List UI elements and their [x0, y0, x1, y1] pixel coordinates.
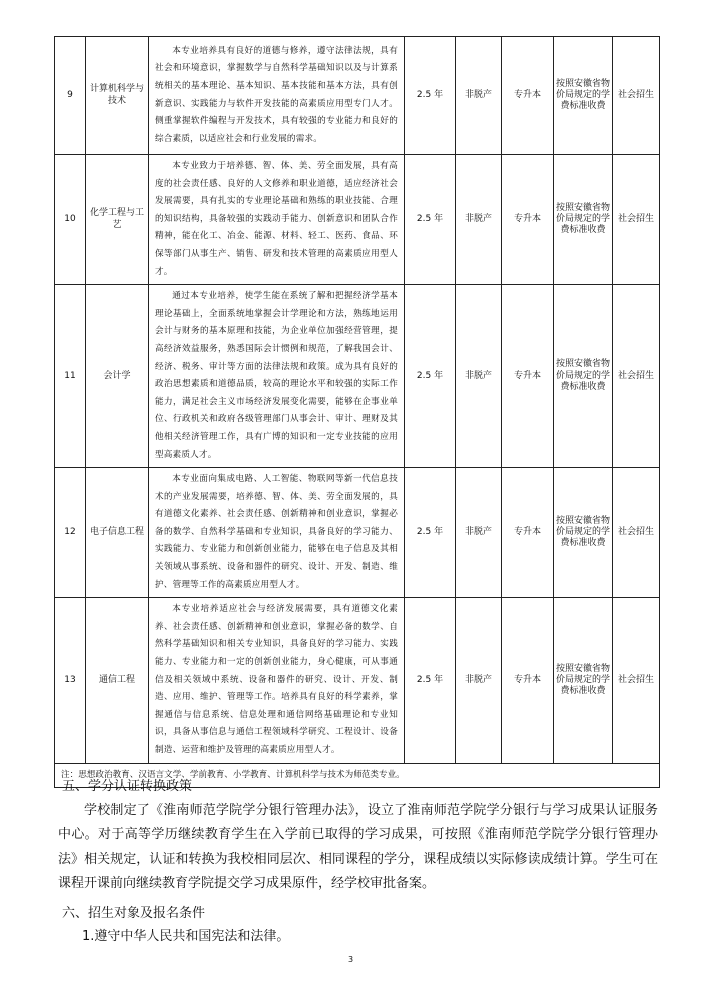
study-duration: 2.5 年	[405, 468, 456, 598]
tuition-fee: 按照安徽省物价局规定的学费标准收费	[554, 598, 613, 763]
majors-table	[54, 36, 660, 788]
major-name: 会计学	[86, 285, 149, 468]
education-level: 专升本	[502, 37, 554, 155]
enrollment-type: 社会招生	[613, 155, 660, 285]
enrollment-type: 社会招生	[613, 285, 660, 468]
study-duration: 2.5 年	[405, 285, 456, 468]
study-mode: 非脱产	[456, 598, 502, 763]
row-number: 10	[55, 155, 86, 285]
enrollment-type: 社会招生	[613, 468, 660, 598]
table-note: 注：思想政治教育、汉语言文学、学前教育、小学教育、计算机科学与技术为师范类专业。	[55, 763, 660, 787]
study-mode: 非脱产	[456, 468, 502, 598]
study-mode: 非脱产	[456, 37, 502, 155]
table-row	[55, 468, 660, 598]
major-name: 化学工程与工艺	[86, 155, 149, 285]
major-description: 本专业致力于培养德、智、体、美、劳全面发展，具有高度的社会责任感、良好的人文修养和职业道德，适应经济社会发展需要，具有扎实的专业理论基础和熟练的职业技能、合理的知识结构，具备较强的实践动手能力、创新意识和团队合作精神，能在化工、冶金、能源、材料、轻工、医药、食品、环保等部门从事生产、销售、研发和技术管理的高素质应用型人才。	[149, 155, 405, 285]
row-number: 12	[55, 468, 86, 598]
major-name: 计算机科学与技术	[86, 37, 149, 155]
tuition-fee: 按照安徽省物价局规定的学费标准收费	[554, 468, 613, 598]
study-mode: 非脱产	[456, 155, 502, 285]
admission-condition-1: 1.遵守中华人民共和国宪法和法律。	[82, 929, 290, 944]
row-number: 9	[55, 37, 86, 155]
section-heading-credit-policy: 五、学分认证转换政策	[62, 779, 193, 794]
table-row	[55, 37, 660, 155]
section-heading-admission: 六、招生对象及报名条件	[62, 906, 206, 921]
page-number: 3	[347, 955, 354, 964]
enrollment-type: 社会招生	[613, 37, 660, 155]
study-duration: 2.5 年	[405, 598, 456, 763]
education-level: 专升本	[502, 285, 554, 468]
education-level: 专升本	[502, 155, 554, 285]
row-number: 11	[55, 285, 86, 468]
major-description: 本专业面向集成电路、人工智能、物联网等新一代信息技术的产业发展需要，培养德、智、体、美、劳全面发展的，具有道德文化素养、社会责任感、创新精神和创业意识，掌握必备的数学、自然科学基础和专业知识，具备良好的学习能力、实践能力、专业能力和创新创业能力，能够在电子信息及其相关领域从事系统、设备和器件的研究、设计、开发、制造、维护、管理等工作的高素质应用型人才。	[149, 468, 405, 598]
major-name: 电子信息工程	[86, 468, 149, 598]
major-description: 通过本专业培养，使学生能在系统了解和把握经济学基本理论基础上，全面系统地掌握会计学理论和方法，熟练地运用会计与财务的基本原理和技能，为企业单位加强经营管理，提高经济效益服务，熟悉国际会计惯例和规范，了解我国会计、经济、税务、审计等方面的法律法规和政策。成为具有良好的政治思想素质和道德品质，较高的理论水平和较强的实际工作能力，满足社会主义市场经济发展变化需要，能够在企事业单位、行政机关和政府各级管理部门从事会计、审计、理财及其他相关经济管理工作，具有广博的知识和一定专业技能的应用型高素质人才。	[149, 285, 405, 468]
study-duration: 2.5 年	[405, 37, 456, 155]
table-row	[55, 285, 660, 468]
major-name: 通信工程	[86, 598, 149, 763]
tuition-fee: 按照安徽省物价局规定的学费标准收费	[554, 155, 613, 285]
enrollment-type: 社会招生	[613, 598, 660, 763]
major-description: 本专业培养具有良好的道德与修养，遵守法律法规，具有社会和环境意识，掌握数学与自然科学基础知识以及与计算系统相关的基本理论、基本知识、基本技能和基本方法，具有创新意识、实践能力与软件开发技能的高素质应用型专门人才。侧重掌握软件编程与开发技术，具有较强的专业能力和良好的综合素质，以适应社会和行业发展的需求。	[149, 37, 405, 155]
row-number: 13	[55, 598, 86, 763]
education-level: 专升本	[502, 468, 554, 598]
education-level: 专升本	[502, 598, 554, 763]
credit-policy-paragraph: 学校制定了《淮南师范学院学分银行管理办法》，设立了淮南师范学院学分银行与学习成果认证服务中心。对于高等学历继续教育学生在入学前已取得的学习成果，可按照《淮南师范学院学分银行管理办法》相关规定，认证和转换为我校相同层次、相同课程的学分，课程成绩以实际修读成绩计算。学生可在课程开课前向继续教育学院提交学习成果原件，经学校审批备案。	[58, 803, 658, 892]
table-row	[55, 155, 660, 285]
study-duration: 2.5 年	[405, 155, 456, 285]
table-row	[55, 598, 660, 763]
major-description: 本专业培养适应社会与经济发展需要，具有道德文化素养、社会责任感、创新精神和创业意识，掌握必备的数学、自然科学基础知识和相关专业知识，具备良好的学习能力、实践能力、专业能力和一定的创新创业能力，身心健康，可从事通信及相关领域中系统、设备和器件的研究、设计、开发、制造、应用、维护、管理等工作。培养具有良好的科学素养，掌握通信与信息系统、信息处理和通信网络基础理论和专业知识，具备从事信息与通信工程领域科学研究、工程设计、设备制造、运营和维护及管理的高素质应用型人才。	[149, 598, 405, 763]
tuition-fee: 按照安徽省物价局规定的学费标准收费	[554, 37, 613, 155]
study-mode: 非脱产	[456, 285, 502, 468]
tuition-fee: 按照安徽省物价局规定的学费标准收费	[554, 285, 613, 468]
